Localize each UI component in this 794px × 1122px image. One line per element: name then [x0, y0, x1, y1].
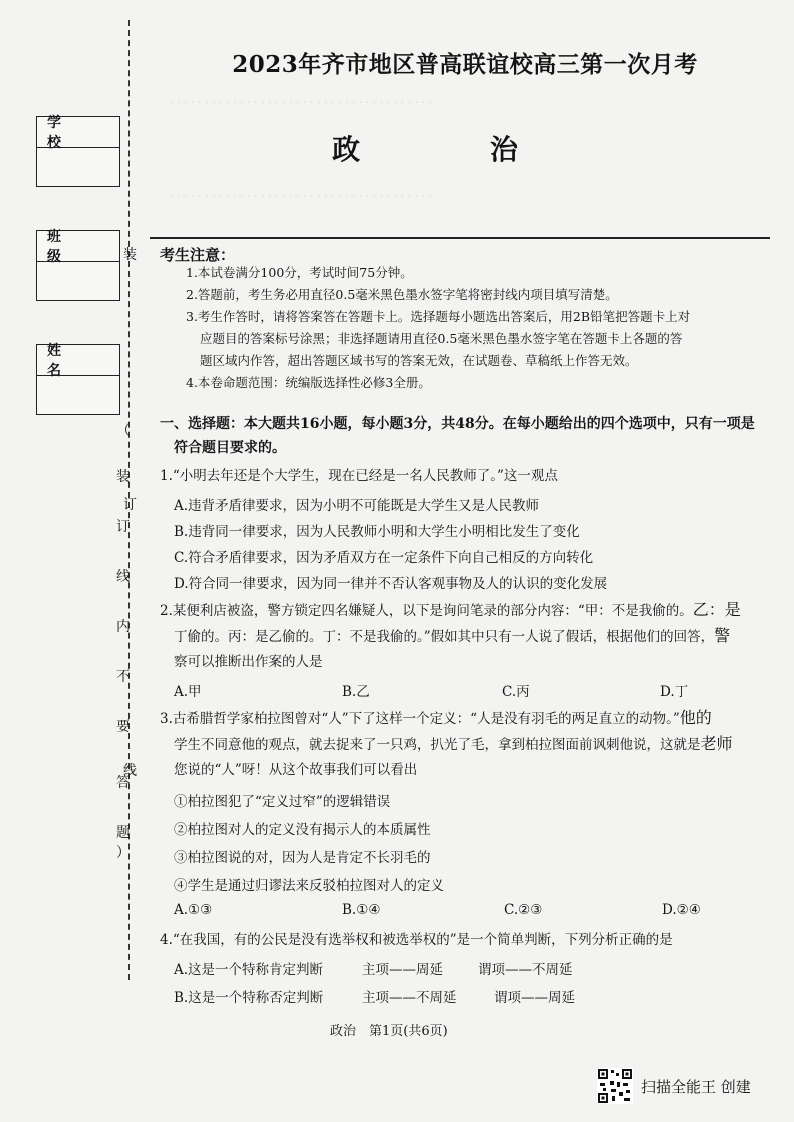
question-3-statement: ④学生是通过归谬法来反驳柏拉图对人的定义: [174, 878, 444, 894]
notice-item: 3.考生作答时，请将答案答在答题卡上。选择题每小题选出答案后，用2B铅笔把答题卡上对: [186, 309, 691, 324]
notice-item: 2.答题前，考生务必用直径0.5毫米黑色墨水签字笔将密封线内项目填写清楚。: [186, 287, 618, 302]
section-line: 符合题目要求的。: [174, 440, 286, 456]
notice-item: 1.本试卷满分100分，考试时间75分钟。: [186, 265, 413, 280]
question-2-stem: [160, 598, 741, 623]
question-4-option-b-subject: 主项——不周延: [362, 990, 457, 1006]
question-4-option-b-predicate: 谓项——周延: [494, 990, 575, 1006]
question-2-stem: [174, 624, 730, 649]
vertical-char: 订: [116, 519, 130, 535]
question-3-stem: [160, 706, 712, 731]
vertical-char: （: [116, 423, 130, 439]
scanner-watermark: 扫描全能王 创建: [641, 1078, 751, 1096]
notice-heading: 考生注意：: [160, 246, 236, 264]
section-heading: [160, 412, 770, 460]
question-3-stem: [174, 732, 733, 757]
qr-code-icon: [597, 1068, 633, 1104]
question-2-stem: 察可以推断出作案的人是: [174, 654, 323, 670]
class-blank: [37, 262, 119, 300]
question-1-stem: 1.“小明去年还是个大学生，现在已经是一名人民教师了。”这一观点: [160, 468, 558, 484]
stem-text: 乙：是: [692, 600, 741, 619]
stem-text: 老师: [700, 734, 733, 753]
question-4-stem: 4.“在我国，有的公民是没有选举权和被选举权的”是一个简单判断，下列分析正确的是: [160, 932, 673, 948]
subject-title: 政 治: [332, 133, 578, 166]
notice-item: 应题目的答案标号涂黑；非选择题请用直径0.5毫米黑色墨水签字笔在答题卡上各题的答: [200, 331, 683, 346]
zhuang-mark: 装: [123, 247, 137, 263]
vertical-char: 答: [116, 775, 130, 791]
page-footer: 政治 第1页(共6页): [330, 1024, 448, 1039]
question-1-option-b: B.违背同一律要求，因为人民教师小明和大学生小明相比发生了变化: [174, 524, 580, 540]
vertical-char: 不: [116, 669, 130, 685]
question-2-option-a: A.甲: [174, 684, 202, 700]
stem-text: 丁偷的。丙：是乙偷的。丁：不是我偷的。”假如其中只有一人说了假话，根据他们的回答，: [174, 629, 715, 645]
section-line: 一、选择题：本大题共16小题，每小题3分，共48分。在每小题给出的四个选项中，只有一项是: [160, 416, 755, 432]
question-4-option-a: A.这是一个特称肯定判断: [174, 962, 324, 978]
question-3-statement: ②柏拉图对人的定义没有揭示人的本质属性: [174, 822, 431, 838]
question-2-option-c: C.丙: [502, 684, 530, 700]
bleed-through-text: · · · · · · · · · · · · · · · · · · · · · · · · · · · · · · · · · · · · · ·: [170, 96, 433, 109]
question-3-option-d: D.②④: [662, 902, 701, 918]
school-box[interactable]: [36, 116, 120, 187]
question-3-option-b: B.①④: [342, 902, 381, 918]
vertical-char: ）: [116, 845, 130, 861]
vertical-char: 内: [116, 619, 130, 635]
stem-text: 2.某便利店被盗，警方锁定四名嫌疑人，以下是询问笔录的部分内容：“甲：不是我偷的。: [160, 603, 693, 619]
question-4-option-a-subject: 主项——周延: [362, 962, 443, 978]
header-divider: [150, 237, 770, 239]
question-1-option-a: A.违背矛盾律要求，因为小明不可能既是大学生又是人民教师: [174, 498, 540, 514]
notice-item: 4.本卷命题范围：统编版选择性必修3全册。: [186, 375, 431, 390]
school-blank: [37, 148, 119, 186]
name-label: 姓 名: [37, 345, 119, 376]
question-3-option-a: A.①③: [174, 902, 213, 918]
school-label: 学 校: [37, 117, 119, 148]
question-3-option-c: C.②③: [504, 902, 543, 918]
question-1-option-d: D.符合同一律要求，因为同一律并不否认客观事物及人的认识的变化发展: [174, 576, 608, 592]
class-box[interactable]: [36, 230, 120, 301]
vertical-char: 线: [116, 569, 130, 585]
vertical-char: 题: [116, 825, 130, 841]
stem-text: 3.古希腊哲学家柏拉图曾对“人”下了这样一个定义：“人是没有羽毛的两足直立的动物。”: [160, 711, 680, 727]
stem-text: 他的: [679, 708, 712, 727]
notice-item: 题区域内作答，超出答题区域书写的答案无效，在试题卷、草稿纸上作答无效。: [200, 353, 638, 368]
question-4-option-b: B.这是一个特称否定判断: [174, 990, 324, 1006]
question-3-stem: 您说的“人”呀！从这个故事我们可以看出: [174, 762, 418, 778]
bleed-through-text: · · · · · · · · · · · · · · · · · · · · · · · · · · · · · · · · · · · · · ·: [170, 190, 433, 203]
question-3-statement: ①柏拉图犯了“定义过窄”的逻辑错误: [174, 794, 391, 810]
question-2-option-d: D.丁: [660, 684, 689, 700]
vertical-char: 要: [116, 719, 130, 735]
class-label: 班 级: [37, 231, 119, 262]
stem-text: 警: [714, 626, 731, 645]
name-box[interactable]: [36, 344, 120, 415]
question-3-statement: ③柏拉图说的对，因为人是肯定不长羽毛的: [174, 850, 431, 866]
stem-text: 学生不同意他的观点，就去捉来了一只鸡，扒光了毛，拿到柏拉图面前讽刺他说，这就是: [174, 737, 701, 753]
ding-mark: 订: [123, 497, 137, 513]
xian-mark: 线: [123, 763, 137, 779]
name-blank: [37, 376, 119, 414]
question-2-option-b: B.乙: [342, 684, 370, 700]
question-1-option-c: C.符合矛盾律要求，因为矛盾双方在一定条件下向自己相反的方向转化: [174, 550, 594, 566]
vertical-char: 装: [116, 469, 130, 485]
question-4-option-a-predicate: 谓项——不周延: [478, 962, 573, 978]
exam-title: 2023年齐市地区普高联谊校高三第一次月考: [232, 51, 698, 78]
